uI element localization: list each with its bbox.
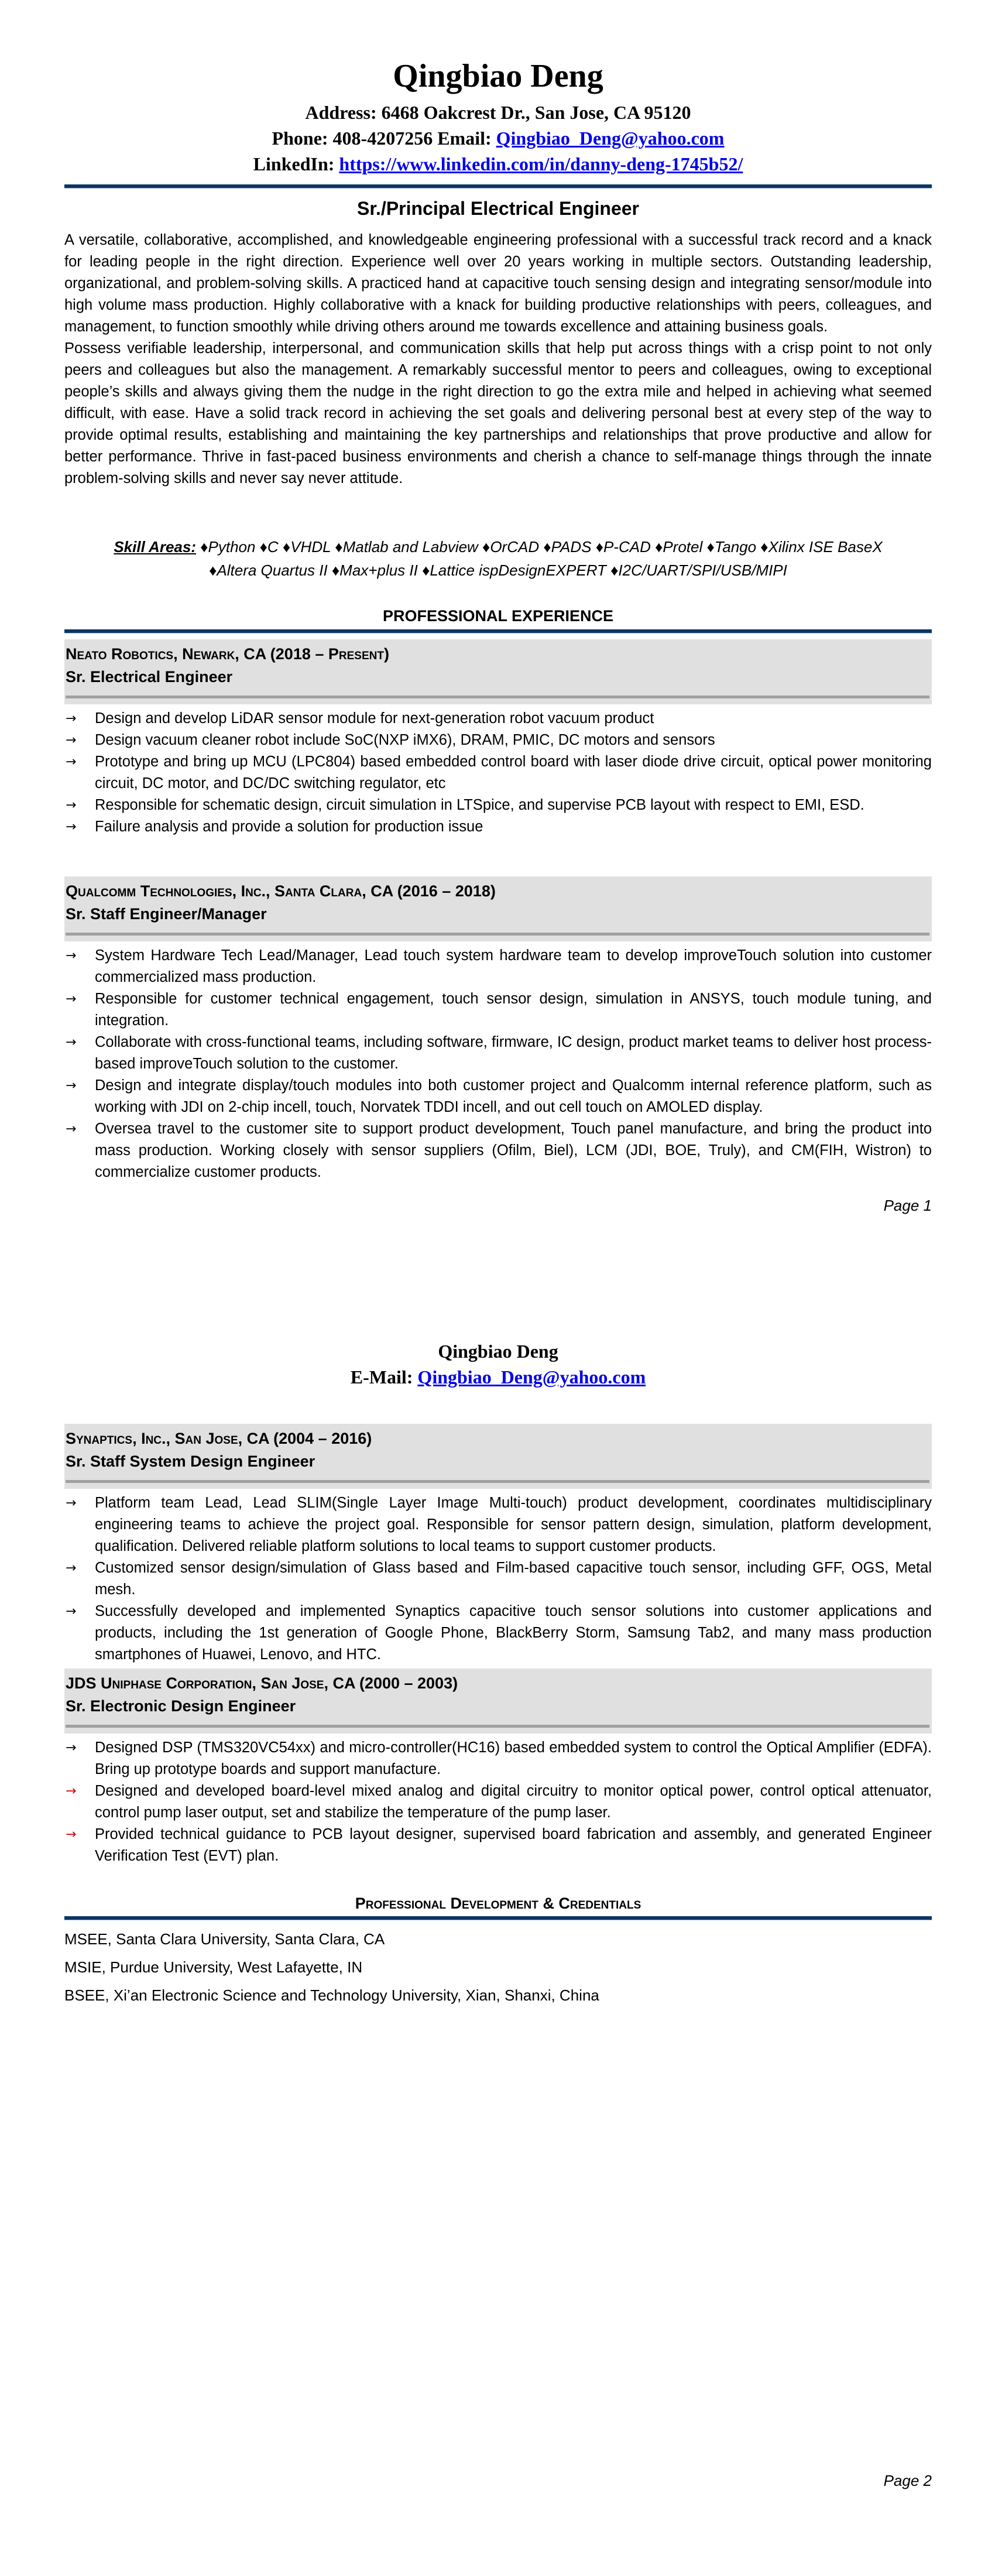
job-header [64, 1669, 932, 1734]
job-bullet-text: Design and develop LiDAR sensor module for next-generation robot vacuum product [95, 710, 654, 727]
job-company: Neato Robotics, Newark, CA (2018 – Present) [66, 645, 389, 663]
phone-label: Phone: [272, 128, 328, 149]
job-bullet-text: Failure analysis and provide a solution for production issue [95, 818, 483, 835]
page2-email-link[interactable]: Qingbiao_Deng@yahoo.com [417, 1366, 646, 1388]
credential-item: BSEE, Xi’an Electronic Science and Technology University, Xian, Shanxi, China [64, 1986, 599, 2004]
arrow-right-icon: → [66, 948, 77, 963]
header-divider [64, 184, 932, 189]
job-company: JDS Uniphase Corporation, San Jose, CA (2000 – 2003) [66, 1674, 458, 1692]
job-bullet-text: Platform team Lead, Lead SLIM(Single Layer Image Multi-touch) product development, coordinates multidisciplinary engineering teams to achieve the project goal. Responsible for sensor pattern design, simulation, platform development, qualification. Delivered reliable platform solutions to local teams to support customer products. [95, 1495, 932, 1554]
job-bullet [64, 1557, 932, 1601]
job-bullet [64, 794, 932, 816]
address-label: Address: [305, 102, 377, 123]
skills-list-1: ♦Python ♦C ♦VHDL ♦Matlab and Labview ♦OrCAD ♦PADS ♦P-CAD ♦Protel ♦Tango ♦Xilinx ISE BaseX [200, 538, 883, 556]
job-bullet [64, 945, 932, 988]
arrow-right-icon: → [66, 1561, 77, 1575]
phone-value: 408-4207256 [332, 128, 433, 149]
credentials-divider [64, 1916, 932, 1920]
candidate-name: Qingbiao Deng [393, 58, 603, 94]
page2-name: Qingbiao Deng [438, 1341, 558, 1362]
job-bullets [64, 1492, 932, 1666]
job-qualcomm [64, 876, 932, 1183]
job-neato [64, 639, 932, 838]
credentials-list [64, 1925, 932, 2009]
address-line [64, 100, 932, 125]
job-header [64, 876, 932, 941]
job-bullet-text: Designed and developed board-level mixed analog and digital circuitry to monitor optical power, control optical attenuator, control pump laser output, set and stabilize the temperature of the pump laser. [95, 1783, 932, 1821]
job-bullet [64, 729, 932, 751]
job-bullet [64, 708, 932, 729]
job-bullet-text: Designed DSP (TMS320VC54xx) and micro-controller(HC16) based embedded system to control the Optical Amplifier (EDFA). Bring up prototype boards and support manufacture. [95, 1739, 932, 1777]
summary-paragraph-1: A versatile, collaborative, accomplished, and knowledgeable engineering professional with a successful track record and a knack for leading people in the right direction. Experience well over 20 years working in multiple sectors. Outstanding leadership, organizational, and problem-solving skills. A practiced hand at capacitive touch sensing design and integrating sensor/module into high volume mass production. Highly collaborative with a knack for building productive relationships with peers, colleagues, and management, to function smoothly while driving others around me towards excellence and attaining business goals. [64, 232, 932, 335]
job-bullet [64, 1737, 932, 1780]
email-label: Email: [437, 128, 492, 149]
page2-email-line [64, 1364, 932, 1390]
arrow-right-icon: → [66, 733, 77, 748]
job-bullets [64, 1737, 932, 1867]
email-link[interactable]: Qingbiao_Deng@yahoo.com [496, 128, 725, 149]
arrow-right-icon: → [66, 1035, 77, 1050]
address-value: 6468 Oakcrest Dr., San Jose, CA 95120 [381, 102, 691, 123]
job-bullet-text: Design vacuum cleaner robot include SoC(NXP iMX6), DRAM, PMIC, DC motors and sensors [95, 732, 715, 748]
skills-label: Skill Areas: [114, 538, 196, 556]
experience-heading: PROFESSIONAL EXPERIENCE [382, 607, 614, 625]
page-2 [0, 1288, 995, 2576]
credential-item: MSIE, Purdue University, West Lafayette, IN [64, 1958, 363, 1976]
job-header [64, 1424, 932, 1489]
resume-header [64, 57, 932, 177]
page-number-1: Page 1 [883, 1197, 932, 1214]
job-bullet [64, 1075, 932, 1118]
arrow-right-icon: → [66, 1741, 77, 1755]
job-bullet [64, 751, 932, 794]
job-bullet-text: Oversea travel to the customer site to support product development, Touch panel manufacture, and bring the product into mass production. Working closely with sensor suppliers (Ofilm, Biel), LCM (JDI, BOE, Truly), and CM(FIH, Wistron) to commercialize customer products. [95, 1121, 932, 1180]
job-bullet-text: Responsible for customer technical engagement, touch sensor design, simulation in ANSYS, touch module tuning, and integration. [95, 991, 932, 1029]
job-header-bar [66, 696, 929, 698]
job-synaptics [64, 1424, 932, 1666]
job-bullets [64, 708, 932, 838]
summary-paragraph-2: Possess verifiable leadership, interpersonal, and communication skills that help put across things with a crisp point to not only peers and colleagues but also the management. A remarkably successful mentor to peers and colleagues, owing to exceptional people’s skills and always giving them the nudge in the right direction to go the extra mile and helped in achieving what seemed difficult, with ease. Have a solid track record in achieving the set goals and delivering personal best at every step of the way to provide optimal results, establishing and maintaining the key partnerships and relationships that prove productive and allow for better performance. Thrive in fast-paced business environments and cherish a chance to self-manage things through the innate problem-solving skills and never say never attitude. [64, 340, 932, 487]
job-bullet-text: Customized sensor design/simulation of Glass based and Film-based capacitive touch sensor, including GFF, OGS, Metal mesh. [95, 1560, 932, 1598]
job-bullet [64, 1601, 932, 1666]
job-bullet [64, 1492, 932, 1557]
job-bullet-text: Successfully developed and implemented Synaptics capacitive touch sensor solutions into customer applications and products, including the 1st generation of Google Phone, BlackBerry Storm, Samsung Tab2, and many mass production smartphones of Huawei, Lenovo, and HTC. [95, 1603, 932, 1663]
job-bullet [64, 1824, 932, 1867]
arrow-right-icon: → [66, 798, 77, 813]
arrow-right-icon: → [66, 1784, 77, 1799]
job-bullet-text: Responsible for schematic design, circuit simulation in LTSpice, and supervise PCB layout with respect to EMI, ESD. [95, 797, 864, 813]
job-title: Sr. Staff Engineer/Manager [66, 905, 267, 923]
linkedin-label: LinkedIn: [253, 153, 335, 174]
arrow-right-icon: → [66, 711, 77, 726]
job-bullets [64, 945, 932, 1183]
page2-email-label: E-Mail: [350, 1366, 413, 1388]
headline: Sr./Principal Electrical Engineer [357, 198, 639, 219]
arrow-right-icon: → [66, 1604, 77, 1619]
job-header [64, 639, 932, 704]
job-header-bar [66, 933, 929, 936]
job-bullet-text: Prototype and bring up MCU (LPC804) based embedded control board with laser diode drive circuit, optical power monitoring circuit, DC motor, and DC/DC switching regulator, etc [95, 753, 932, 792]
linkedin-link[interactable]: https://www.linkedin.com/in/danny-deng-1745b52/ [339, 153, 743, 174]
page2-header [64, 1338, 932, 1390]
job-bullet [64, 816, 932, 838]
job-header-bar [66, 1480, 929, 1483]
arrow-right-icon: → [66, 1078, 77, 1093]
job-title: Sr. Electrical Engineer [66, 668, 233, 686]
page-number-2: Page 2 [883, 2472, 932, 2489]
arrow-right-icon: → [66, 820, 77, 834]
arrow-right-icon: → [66, 1827, 77, 1842]
experience-divider [64, 629, 932, 633]
job-company: Qualcomm Technologies, Inc., Santa Clara, CA (2016 – 2018) [66, 882, 496, 900]
arrow-right-icon: → [66, 755, 77, 769]
job-bullet-text: Collaborate with cross-functional teams, including software, firmware, IC design, product market teams to deliver host process-based improveTouch solution to the customer. [95, 1034, 932, 1072]
arrow-right-icon: → [66, 992, 77, 1006]
arrow-right-icon: → [66, 1496, 77, 1510]
job-title: Sr. Staff System Design Engineer [66, 1453, 315, 1470]
linkedin-line [64, 151, 932, 177]
skill-areas [64, 535, 932, 582]
skills-line-2: ♦Altera Quartus II ♦Max+plus II ♦Lattice ispDesignEXPERT ♦I2C/UART/SPI/USB/MIPI [209, 561, 787, 579]
job-header-bar [66, 1725, 929, 1728]
job-title: Sr. Electronic Design Engineer [66, 1697, 296, 1715]
job-bullet-text: System Hardware Tech Lead/Manager, Lead touch system hardware team to develop improveTouch solution into customer commercialized mass production. [95, 947, 932, 985]
job-bullet-text: Design and integrate display/touch modules into both customer project and Qualcomm internal reference platform, such as working with JDI on 2-chip incell, touch, Norvatek TDDI incell, and out cell touch on AMOLED display. [95, 1077, 932, 1115]
job-jds [64, 1669, 932, 1867]
summary [64, 229, 932, 489]
arrow-right-icon: → [66, 1122, 77, 1136]
phone-email-line [64, 125, 932, 151]
job-company: Synaptics, Inc., San Jose, CA (2004 – 2016) [66, 1430, 372, 1447]
job-bullet [64, 1780, 932, 1824]
skills-line-1 [64, 535, 932, 559]
job-bullet [64, 988, 932, 1032]
job-bullet-text: Provided technical guidance to PCB layout designer, supervised board fabrication and assembly, and generated Engineer Verification Test (EVT) plan. [95, 1826, 932, 1864]
credential-item: MSEE, Santa Clara University, Santa Clara, CA [64, 1930, 385, 1948]
credentials-heading: Professional Development & Credentials [355, 1895, 641, 1912]
job-bullet [64, 1032, 932, 1075]
job-bullet [64, 1118, 932, 1183]
